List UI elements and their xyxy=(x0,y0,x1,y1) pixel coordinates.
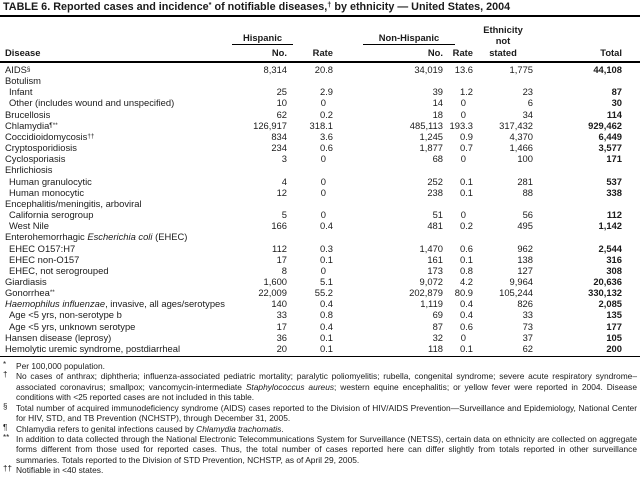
cell-total: 135 xyxy=(606,309,622,321)
table-row xyxy=(0,75,640,86)
footnote-marker: ¶ xyxy=(3,422,8,432)
col-header-non-hispanic-no: No. xyxy=(427,47,443,58)
footnote xyxy=(3,434,637,465)
cell-hispanic-rate: 0.4 xyxy=(319,320,333,332)
disease-name: Age <5 yrs, unknown serotype xyxy=(9,320,136,332)
cell-non-hispanic-rate: 1.2 xyxy=(459,86,473,98)
cell-ethnicity-not-stated: 9,964 xyxy=(509,275,533,287)
col-header-disease: Disease xyxy=(5,47,41,58)
cell-total xyxy=(533,75,622,86)
cell-ethnicity-not-stated xyxy=(473,75,533,86)
cell-non-hispanic-no: 481 xyxy=(427,220,443,232)
footnote-text: Per 100,000 population. xyxy=(16,361,105,372)
cell-total: 3,577 xyxy=(598,142,622,154)
cell-ethnicity-not-stated: 962 xyxy=(517,242,533,254)
table-row xyxy=(0,209,640,220)
cell-total: 20,636 xyxy=(593,275,622,287)
cell-total: 177 xyxy=(606,320,622,332)
cell-hispanic-no: 62 xyxy=(276,108,287,120)
cell-ethnicity-not-stated: 826 xyxy=(517,298,533,310)
cell-total: 114 xyxy=(606,108,622,120)
cell-hispanic-rate: 0.2 xyxy=(319,108,333,120)
table-row xyxy=(0,332,640,343)
cell-hispanic-rate: 0.6 xyxy=(319,142,333,154)
cell-non-hispanic-no xyxy=(333,164,443,175)
table-header xyxy=(0,17,640,61)
cell-hispanic-rate: 0.1 xyxy=(319,331,333,343)
cell-hispanic-no: 36 xyxy=(276,331,287,343)
table-row xyxy=(0,120,640,131)
cell-total: 105 xyxy=(606,331,622,343)
cell-ethnicity-not-stated xyxy=(473,164,533,175)
cell-hispanic-no: 17 xyxy=(276,320,287,332)
cell-hispanic-rate: 0 xyxy=(320,97,326,109)
cell-non-hispanic-rate: 0.9 xyxy=(459,130,473,142)
cell-hispanic-no: 12 xyxy=(276,186,287,198)
cell-total: 330,132 xyxy=(588,287,622,299)
cell-hispanic-rate: 0 xyxy=(320,264,326,276)
footnote-marker: * xyxy=(3,360,7,370)
table-row xyxy=(0,164,640,175)
cell-hispanic-rate: 0.1 xyxy=(319,342,333,354)
table-row xyxy=(0,287,640,298)
cell-hispanic-rate: 55.2 xyxy=(314,287,333,299)
cell-ethnicity-not-stated: 4,370 xyxy=(509,130,533,142)
cell-non-hispanic-rate: 0.6 xyxy=(459,320,473,332)
cell-hispanic-no: 834 xyxy=(271,130,287,142)
cell-total: 2,544 xyxy=(598,242,622,254)
cell-non-hispanic-no: 9,072 xyxy=(419,275,443,287)
cell-hispanic-rate: 20.8 xyxy=(314,64,333,75)
cell-non-hispanic-rate: 0.2 xyxy=(459,220,473,232)
cell-hispanic-no: 10 xyxy=(276,97,287,109)
cell-non-hispanic-no: 485,113 xyxy=(409,119,443,131)
table-row xyxy=(0,243,640,254)
disease-name: California serogroup xyxy=(9,209,94,221)
cell-ethnicity-not-stated: 62 xyxy=(522,342,533,354)
cell-hispanic-rate xyxy=(287,231,333,242)
footnote xyxy=(3,465,637,475)
cell-hispanic-no: 17 xyxy=(276,253,287,265)
disease-name: Chlamydia¶** xyxy=(5,119,58,131)
cell-non-hispanic-no: 1,470 xyxy=(419,242,443,254)
footnote-text: Notifiable in <40 states. xyxy=(16,465,104,476)
cell-total: 6,449 xyxy=(598,130,622,142)
table-row xyxy=(0,298,640,309)
cell-non-hispanic-no: 18 xyxy=(432,108,443,120)
cell-ethnicity-not-stated xyxy=(473,231,533,242)
table-row xyxy=(0,64,640,75)
cell-non-hispanic-no: 252 xyxy=(427,175,443,187)
cell-hispanic-rate: 0.3 xyxy=(319,242,333,254)
cell-hispanic-rate xyxy=(287,164,333,175)
cell-hispanic-no xyxy=(230,198,287,209)
disease-name: Encephalitis/meningitis, arboviral xyxy=(5,197,142,209)
cell-ethnicity-not-stated: 105,244 xyxy=(499,287,533,299)
ethnicity-line-3: stated xyxy=(489,46,517,58)
cell-total: 316 xyxy=(606,253,622,265)
cell-hispanic-rate xyxy=(287,198,333,209)
cell-non-hispanic-no: 173 xyxy=(427,264,443,276)
cell-non-hispanic-no: 87 xyxy=(432,320,443,332)
cell-non-hispanic-no: 51 xyxy=(432,209,443,221)
table-row xyxy=(0,86,640,97)
cell-hispanic-no: 4 xyxy=(281,175,287,187)
disease-name: Haemophilus influenzae, invasive, all ages/serotypes xyxy=(5,298,225,310)
cell-hispanic-rate: 0.8 xyxy=(319,309,333,321)
cell-non-hispanic-no xyxy=(333,198,443,209)
cell-non-hispanic-rate: 0 xyxy=(460,108,466,120)
cell-non-hispanic-no: 14 xyxy=(432,97,443,109)
table-row xyxy=(0,309,640,320)
cell-non-hispanic-no: 161 xyxy=(427,253,443,265)
cell-ethnicity-not-stated: 56 xyxy=(522,209,533,221)
disease-name: Enterohemorrhagic Escherichia coli (EHEC) xyxy=(5,231,188,243)
disease-name: Hansen disease (leprosy) xyxy=(5,331,112,343)
cell-hispanic-no: 8,314 xyxy=(263,64,287,75)
cell-ethnicity-not-stated: 1,466 xyxy=(509,142,533,154)
cell-non-hispanic-no xyxy=(333,231,443,242)
table-row xyxy=(0,220,640,231)
table-row xyxy=(0,321,640,332)
cell-hispanic-no: 20 xyxy=(276,342,287,354)
cell-hispanic-rate: 0.4 xyxy=(319,298,333,310)
cell-hispanic-no: 33 xyxy=(276,309,287,321)
table-row xyxy=(0,231,640,242)
footnotes xyxy=(0,357,640,475)
cell-hispanic-rate: 5.1 xyxy=(319,275,333,287)
cell-hispanic-no: 140 xyxy=(271,298,287,310)
cell-ethnicity-not-stated xyxy=(473,198,533,209)
cell-total: 200 xyxy=(606,342,622,354)
table-row xyxy=(0,254,640,265)
cell-non-hispanic-rate xyxy=(443,164,473,175)
cell-total: 929,462 xyxy=(588,119,622,131)
cell-hispanic-no: 1,600 xyxy=(263,275,287,287)
cell-ethnicity-not-stated: 495 xyxy=(517,220,533,232)
cell-non-hispanic-rate: 4.2 xyxy=(459,275,473,287)
cell-non-hispanic-rate: 0 xyxy=(460,97,466,109)
cell-total xyxy=(533,231,622,242)
cell-non-hispanic-rate: 0.8 xyxy=(459,264,473,276)
cell-non-hispanic-no: 39 xyxy=(432,86,443,98)
cell-total: 537 xyxy=(606,175,622,187)
cell-hispanic-no: 3 xyxy=(281,153,287,165)
col-header-ethnicity-not-stated xyxy=(473,19,533,58)
cell-non-hispanic-no: 69 xyxy=(432,309,443,321)
ethnicity-line-2: not xyxy=(495,35,511,46)
col-header-non-hispanic-rate: Rate xyxy=(452,47,473,58)
footnote xyxy=(3,403,637,424)
cell-hispanic-rate: 0.1 xyxy=(319,253,333,265)
cell-hispanic-no: 166 xyxy=(271,220,287,232)
table-body xyxy=(0,63,640,356)
disease-name: Age <5 yrs, non-serotype b xyxy=(9,309,122,321)
disease-name: EHEC O157:H7 xyxy=(9,242,76,254)
cell-ethnicity-not-stated: 1,775 xyxy=(509,64,533,75)
cell-ethnicity-not-stated: 33 xyxy=(522,309,533,321)
cell-non-hispanic-rate: 0 xyxy=(460,209,466,221)
cell-non-hispanic-no: 1,119 xyxy=(420,298,443,310)
disease-name: Giardiasis xyxy=(5,275,47,287)
cell-non-hispanic-rate xyxy=(443,75,473,86)
cell-non-hispanic-rate: 0.4 xyxy=(459,309,473,321)
cell-non-hispanic-rate xyxy=(443,231,473,242)
cell-non-hispanic-rate: 13.6 xyxy=(454,64,473,75)
disease-name: Cryptosporidiosis xyxy=(5,142,77,154)
footnote-text: Chlamydia refers to genital infections caused by Chlamydia trachomatis. xyxy=(16,423,284,434)
cell-hispanic-no: 234 xyxy=(271,142,287,154)
disease-name: Hemolytic uremic syndrome, postdiarrheal xyxy=(5,342,181,354)
disease-name: Ehrlichiosis xyxy=(5,164,53,176)
table-row xyxy=(0,198,640,209)
footnote xyxy=(3,361,637,371)
cell-hispanic-rate xyxy=(287,75,333,86)
cell-non-hispanic-rate: 193.3 xyxy=(449,119,473,131)
disease-name: Brucellosis xyxy=(5,108,51,120)
cell-hispanic-no: 126,917 xyxy=(253,119,287,131)
disease-name: Coccidioidomycosis†† xyxy=(5,130,95,142)
cell-hispanic-rate: 2.9 xyxy=(319,86,333,98)
table-row xyxy=(0,276,640,287)
cell-total: 30 xyxy=(611,97,622,109)
cell-non-hispanic-no: 32 xyxy=(432,331,443,343)
cell-non-hispanic-no: 202,879 xyxy=(409,287,443,299)
cell-non-hispanic-no xyxy=(333,75,443,86)
cell-hispanic-rate: 0 xyxy=(320,153,326,165)
cell-non-hispanic-rate: 0.1 xyxy=(459,186,473,198)
cell-hispanic-rate: 0.4 xyxy=(319,220,333,232)
cell-total xyxy=(533,198,622,209)
cell-ethnicity-not-stated: 6 xyxy=(527,97,533,109)
col-header-hispanic-rate: Rate xyxy=(312,47,333,58)
disease-name: Botulism xyxy=(5,75,41,87)
cell-ethnicity-not-stated: 281 xyxy=(517,175,533,187)
cell-non-hispanic-rate: 0 xyxy=(460,331,466,343)
disease-name: EHEC, not serogrouped xyxy=(9,264,109,276)
footnote-text: In addition to data collected through the National Electronic Telecommunications System for Surveillance (NETSS), certain data on ethnicity are collected on aggregate forms different from those used for reported cases. Thus, the total number of cases reported here can differ slightly from totals reported in other surveillance summaries. Totals reported to the Division of STD Prevention, NCHSTP, as of April 29, 2005. xyxy=(16,433,637,465)
ethnicity-line-1: Ethnicity xyxy=(483,23,523,35)
cell-hispanic-no: 25 xyxy=(276,86,287,98)
table-row xyxy=(0,109,640,120)
cell-total: 338 xyxy=(606,186,622,198)
cell-hispanic-rate: 318.1 xyxy=(309,119,333,131)
footnote-marker: † xyxy=(3,370,8,380)
cell-total xyxy=(533,164,622,175)
table-row xyxy=(0,142,640,153)
cell-ethnicity-not-stated: 34 xyxy=(522,108,533,120)
footnote xyxy=(3,371,637,402)
table-row xyxy=(0,265,640,276)
disease-name: Cyclosporiasis xyxy=(5,153,66,165)
cell-non-hispanic-no: 68 xyxy=(432,153,443,165)
cell-non-hispanic-no: 1,245 xyxy=(419,130,443,142)
table-row xyxy=(0,176,640,187)
cell-hispanic-rate: 0 xyxy=(320,186,326,198)
cell-ethnicity-not-stated: 73 xyxy=(522,320,533,332)
disease-name: Other (includes wound and unspecified) xyxy=(9,97,175,109)
table-row xyxy=(0,97,640,108)
cell-hispanic-rate: 0 xyxy=(320,175,326,187)
cell-non-hispanic-rate: 0.7 xyxy=(459,142,473,154)
disease-name: Human granulocytic xyxy=(9,175,92,187)
cell-total: 1,142 xyxy=(598,220,622,232)
cell-hispanic-rate: 0 xyxy=(320,209,326,221)
table-row xyxy=(0,131,640,142)
table-row xyxy=(0,187,640,198)
col-group-hispanic: Hispanic xyxy=(232,32,293,45)
disease-name: West Nile xyxy=(9,220,49,232)
cell-total: 2,085 xyxy=(598,298,622,310)
cell-non-hispanic-rate: 0 xyxy=(460,153,466,165)
footnote xyxy=(3,424,637,434)
cell-non-hispanic-no: 1,877 xyxy=(419,142,443,154)
footnote-marker: ** xyxy=(3,432,10,442)
cell-total: 308 xyxy=(606,264,622,276)
cell-ethnicity-not-stated: 37 xyxy=(522,331,533,343)
cell-hispanic-no: 5 xyxy=(281,209,287,221)
table-row xyxy=(0,343,640,354)
footnote-marker: †† xyxy=(3,464,12,474)
footnote-text: No cases of anthrax; diphtheria; influenza-associated pediatric mortality; paralytic poliomyelitis; rubella, congenital syndrome; severe acute respiratory syndrome–associated coronavirus; smallpox; vancomycin-intermediate Staphylococcus aureus; western equine encephalitis; or yellow fever were reported in 2004. Disease conditions with <25 reported cases are not included in this table. xyxy=(16,371,638,403)
cell-ethnicity-not-stated: 88 xyxy=(522,186,533,198)
table-row xyxy=(0,153,640,164)
cell-hispanic-no: 22,009 xyxy=(258,287,287,299)
col-header-total: Total xyxy=(600,47,622,58)
col-group-non-hispanic: Non-Hispanic xyxy=(363,32,455,45)
cell-hispanic-rate: 3.6 xyxy=(319,130,333,142)
disease-name: Gonorrhea** xyxy=(5,287,55,299)
cell-hispanic-no xyxy=(230,75,287,86)
cell-ethnicity-not-stated: 317,432 xyxy=(499,119,533,131)
cell-non-hispanic-rate: 0.1 xyxy=(459,342,473,354)
cell-non-hispanic-rate: 0.1 xyxy=(459,253,473,265)
cell-non-hispanic-rate xyxy=(443,198,473,209)
footnote-marker: § xyxy=(3,401,8,411)
cell-ethnicity-not-stated: 138 xyxy=(517,253,533,265)
cell-non-hispanic-no: 238 xyxy=(427,186,443,198)
cell-total: 87 xyxy=(611,86,622,98)
cell-hispanic-no: 112 xyxy=(272,242,287,254)
cell-hispanic-no xyxy=(230,164,287,175)
cell-total: 44,108 xyxy=(593,64,622,75)
footnote-text: Total number of acquired immunodeficiency syndrome (AIDS) cases reported to the Division of HIV/AIDS Prevention—Surveillance and Epidemiology, National Center for HIV, STD, and TB Prevention (NCHSTP), through December 31, 2005. xyxy=(16,402,637,424)
disease-name: Human monocytic xyxy=(9,186,85,198)
disease-name: Infant xyxy=(9,86,33,98)
cell-total: 171 xyxy=(606,153,622,165)
cell-non-hispanic-no: 118 xyxy=(428,342,443,354)
cell-non-hispanic-rate: 0.4 xyxy=(459,298,473,310)
cell-hispanic-no xyxy=(230,231,287,242)
table-title: TABLE 6. Reported cases and incidence* of notifiable diseases,† by ethnicity — United States, 2004 xyxy=(3,0,511,13)
cell-non-hispanic-rate: 80.9 xyxy=(454,287,473,299)
disease-name: AIDS§ xyxy=(5,64,31,75)
cell-non-hispanic-no: 34,019 xyxy=(414,64,443,75)
cell-ethnicity-not-stated: 23 xyxy=(522,86,533,98)
disease-name: EHEC non-O157 xyxy=(9,253,80,265)
cell-hispanic-no: 8 xyxy=(281,264,287,276)
cell-total: 112 xyxy=(606,209,622,221)
cell-ethnicity-not-stated: 127 xyxy=(517,264,533,276)
cell-non-hispanic-rate: 0.6 xyxy=(459,242,473,254)
cell-non-hispanic-rate: 0.1 xyxy=(459,175,473,187)
cell-ethnicity-not-stated: 100 xyxy=(517,153,533,165)
col-header-hispanic-no: No. xyxy=(271,47,287,58)
